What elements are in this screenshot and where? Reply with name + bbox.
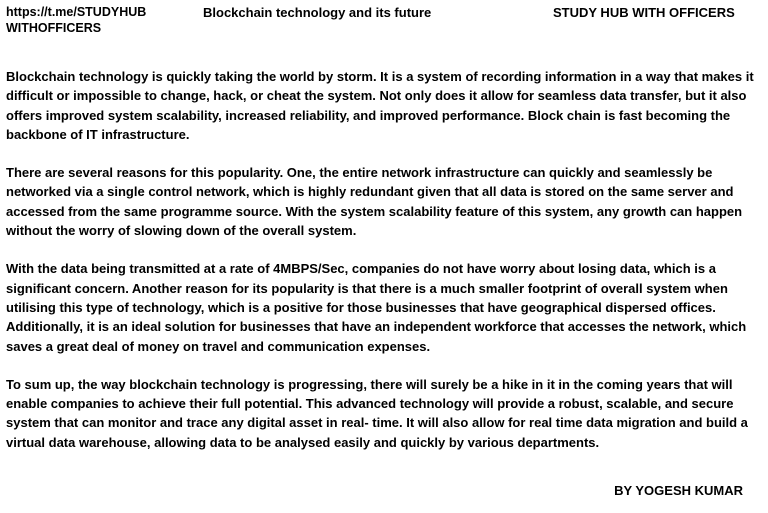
brand-name: STUDY HUB WITH OFFICERS — [553, 5, 735, 20]
author-signature: BY YOGESH KUMAR — [614, 483, 743, 498]
document-title: Blockchain technology and its future — [203, 5, 432, 20]
paragraph-1: Blockchain technology is quickly taking the world by storm. It is a system of recording information in a way that makes it difficult or impossible to change, hack, or cheat the system. Not only does it allow for seamless data transfer, but it also offers improved system scalability, increased reliability, and improved performance. Block chain is fast becoming the backbone of IT infrastructure. — [6, 69, 754, 142]
telegram-link[interactable]: https://t.me/STUDYHUB WITHOFFICERS — [6, 5, 147, 35]
paragraph-2: There are several reasons for this popularity. One, the entire network infrastructure can quickly and seamlessly be networked via a single control network, which is highly redundant given that all data is stored on the same server and accessed from the same programme source. With the system scalability feature of this system, any growth can happen without the worry of slowing down of the overall system. — [6, 165, 743, 239]
paragraph-4: To sum up, the way blockchain technology is progressing, there will surely be a hike in it in the coming years that will enable companies to achieve their full potential. This advanced technology will provide a robust, scalable, and secure system that can monitor and trace any digital asset in real- time. It will also allow for real time data migration and build a virtual data warehouse, allowing data to be analysed easily and quickly by various departments. — [6, 376, 748, 450]
article-body — [6, 67, 764, 471]
paragraph-3: With the data being transmitted at a rate of 4MBPS/Sec, companies do not have worry about losing data, which is a significant concern. Another reason for its popularity is that there is a much smaller footprint of overall system when utilising this type of technology, which is a positive for those businesses that have geographical dispersed offices. Additionally, it is an ideal solution for businesses that have an independent workforce that accesses the network, which saves a great deal of money on travel and communication expenses. — [6, 261, 747, 354]
